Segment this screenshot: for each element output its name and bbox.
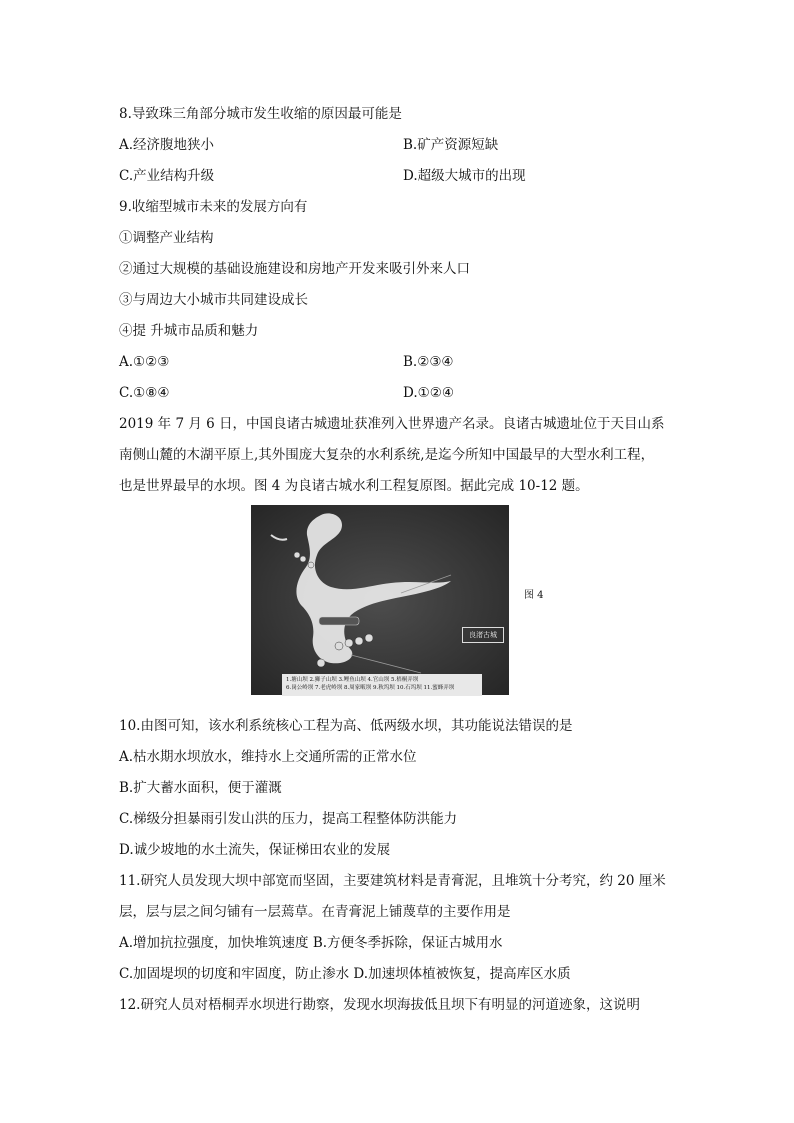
water-system-map bbox=[251, 505, 509, 695]
q9-option-a: A.①②③ bbox=[119, 354, 170, 370]
q9-option-d: D.①②④ bbox=[403, 385, 454, 401]
passage-line-3: 也是世界最早的水坝。图 4 为良诸古城水利工程复原图。据此完成 10-12 题。 bbox=[119, 478, 589, 494]
q10-option-a: A.枯水期水坝放水，维持水上交通所需的正常水位 bbox=[119, 749, 417, 765]
q11-stem-line-1: 11.研究人员发现大坝中部宽而坚固，主要建筑材料是青膏泥，且堆筑十分考究，约 20 厘米 bbox=[119, 873, 666, 889]
passage-line-1: 2019 年 7 月 6 日，中国良诸古城遗址获准列入世界遗产名录。良诸古城遗址位于天目山系 bbox=[119, 416, 665, 432]
map-graphic bbox=[251, 505, 509, 695]
map-legend bbox=[282, 674, 482, 696]
q9-statement-4: ④提 升城市品质和魅力 bbox=[119, 323, 259, 339]
q8-option-a: A.经济腹地狭小 bbox=[119, 137, 215, 153]
q9-option-b: B.②③④ bbox=[403, 354, 454, 370]
q12-stem: 12.研究人员对梧桐弄水坝进行勘察，发现水坝海拔低且坝下有明显的河道迹象，这说明 bbox=[119, 997, 640, 1013]
figure-label: 图 4 bbox=[524, 590, 544, 601]
q10-stem: 10.由图可知，该水利系统核心工程为高、低两级水坝，其功能说法错误的是 bbox=[119, 718, 573, 734]
q9-statement-2: ②通过大规模的基础设施建设和房地产开发来吸引外来人口 bbox=[119, 261, 470, 277]
q10-option-d: D.诚少坡地的水土流失，保证梯田农业的发展 bbox=[119, 842, 391, 858]
q11-options-ab: A.增加抗拉强度，加快堆筑速度 B.方便冬季拆除，保证古城用水 bbox=[119, 935, 503, 951]
q9-option-c: C.①⑧④ bbox=[119, 385, 170, 401]
city-label: 良渚古城 bbox=[462, 627, 504, 643]
q9-statement-1: ①调整产业结构 bbox=[119, 230, 214, 246]
q9-statement-3: ③与周边大小城市共同建设成长 bbox=[119, 292, 308, 308]
q10-option-b: B.扩大蓄水面积，便于灌溉 bbox=[119, 780, 282, 796]
q10-option-c: C.梯级分担暴雨引发山洪的压力，提高工程整体防洪能力 bbox=[119, 811, 458, 827]
legend-row-2: 6.岗公岭坝 7.老虎岭坝 8.周家畈坝 9.秋坞坝 10.石坞坝 11.蜜蜂弄坝 bbox=[286, 685, 455, 691]
q8-option-d: D.超级大城市的出现 bbox=[403, 168, 526, 184]
passage-line-2: 南侧山麓的木湖平原上,其外围庞大复杂的水利系统,是迄今所知中国最早的大型水利工程， bbox=[119, 447, 655, 463]
q8-option-b: B.矿产资源短缺 bbox=[403, 137, 499, 153]
q11-options-cd: C.加固堤坝的切度和牢固度，防止渗水 D.加速坝体植被恢复，提高库区水质 bbox=[119, 966, 571, 982]
q9-stem: 9.收缩型城市未来的发展方向有 bbox=[119, 199, 308, 215]
q11-stem-line-2: 层，层与层之间匀铺有一层蔫草。在青膏泥上铺蔑草的主要作用是 bbox=[119, 904, 511, 920]
passage bbox=[119, 409, 679, 502]
q8-option-c: C.产业结构升级 bbox=[119, 168, 215, 184]
legend-row-1: 1.塘山坝 2.狮子山坝 3.鲤鱼山坝 4.官山坝 5.梧桐弄坝 bbox=[286, 677, 419, 683]
q8-stem: 8.导致珠三角部分城市发生收缩的原因最可能是 bbox=[119, 106, 402, 122]
